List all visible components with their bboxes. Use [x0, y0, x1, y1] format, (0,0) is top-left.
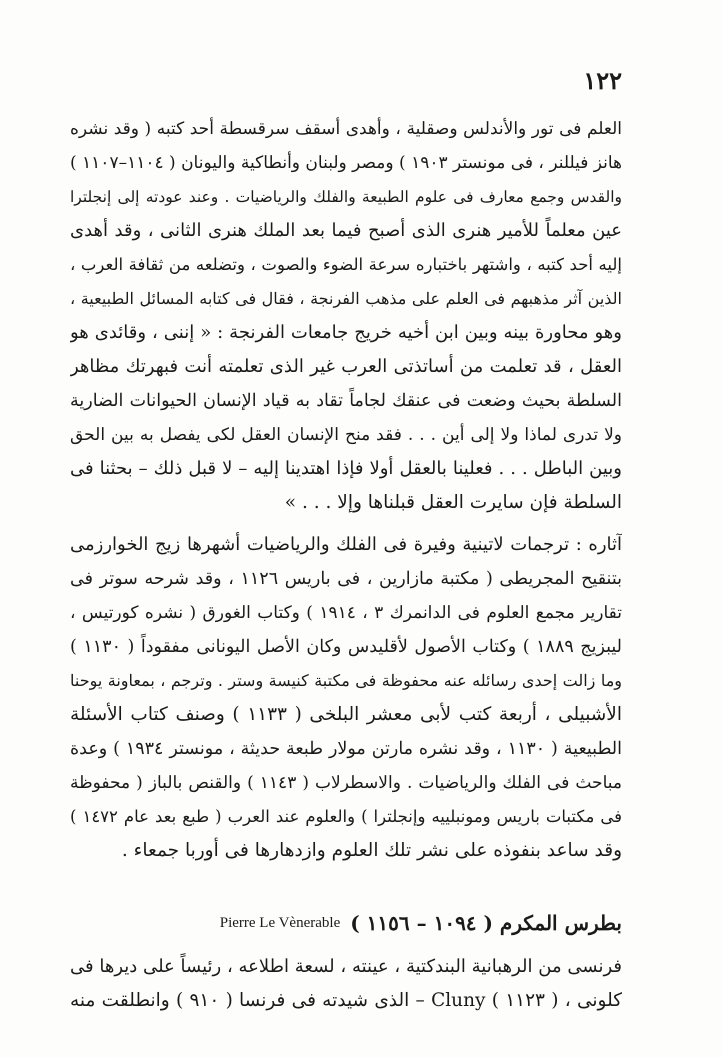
heading-arabic: بطرس المكرم ( ١٠٩٤ – ١١٥٦ ): [350, 911, 622, 935]
text-line: الذين آثر مذهبهم فى العلم على مذهب الفرنجة ، فقال فى كتابه المسائل الطبيعية ،: [70, 289, 622, 308]
text-line: السلطة بحيث وضعت فى عنقك لجاماً تقاد به قياد الإنسان الحيوانات الضارية: [70, 391, 622, 411]
body-paragraph-works: [70, 528, 622, 868]
text-line: مباحث فى الفلك والرياضيات . والاسطرلاب ( ١١٤٣ ) والقنص بالباز ( محفوظة: [70, 773, 622, 793]
text-line: وقد ساعد بنفوذه على نشر تلك العلوم وازدهارها فى أوربا جمعاء .: [121, 840, 622, 861]
text-line: ولا تدرى لماذا ولا إلى أين . . . فقد منح الإنسان العقل لكى يفصل به بين الحق: [70, 425, 622, 445]
body-paragraph-3: [70, 950, 622, 1018]
text-line: الأشبيلى ، أربعة كتب لأبى معشر البلخى ( ١١٣٣ ) وصنف كتاب الأسئلة: [70, 704, 622, 725]
section-heading: [150, 905, 622, 941]
text-line: العقل ، قد تعلمت من أساتذتى العرب غير الذى تعلمته أنت فبهرتك مظاهر: [70, 356, 622, 377]
text-line: وبين الباطل . . . فعلينا بالعقل أولا فإذا اهتدينا إليه – لا قبل ذلك – بحثنا فى: [70, 458, 622, 479]
text-line: عين معلماً للأمير هنرى الذى أصبح فيما بعد الملك هنرى الثانى ، وقد أهدى: [70, 220, 622, 241]
text-line: ليبزيج ١٨٨٩ ) وكتاب الأصول لأقليدس وكان الأصل اليونانى مفقوداً ( ١١٣٠ ): [70, 637, 622, 657]
text-line: العلم فى تور والأندلس وصقلية ، وأهدى أسقف سرقسطة أحد كتبه ( وقد نشره: [70, 119, 622, 139]
text-line: السلطة فإن سايرت العقل قبلناها وإلا . . . »: [284, 492, 622, 513]
text-line: كلونى ، ( ١١٢٣ ) Cluny – الذى شيدته فى فرنسا ( ٩١٠ ) وانطلقت منه: [70, 990, 622, 1011]
page-number: ١٢٢: [583, 66, 622, 95]
text-line: هانز فيللنر ، فى مونستر ١٩٠٣ ) ومصر ولبنان وأنطاكية واليونان ( ١١٠٤–١١٠٧ ): [70, 153, 622, 173]
text-line: تقارير مجمع العلوم فى الدانمرك ٣ ، ١٩١٤ ) وكتاب الغورق ( نشره كورتيس ،: [70, 603, 622, 623]
text-line: وما زالت إحدى رسائله عنه محفوظة فى مكتبة كنيسة وستر . وترجم ، بمعاونة يوحنا: [70, 671, 622, 690]
text-line: بتنقيح المجريطى ( مكتبة مازارين ، فى باريس ١١٢٦ ، وقد شرحه سوتر فى: [70, 569, 622, 589]
text-line: والقدس وجمع معارف فى علوم الطبيعة والفلك والرياضيات . وعند عودته إلى إنجلترا: [70, 188, 622, 206]
heading-latin: Pierre Le Vènerable: [219, 915, 341, 931]
text-line: وهو محاورة بينه وبين ابن أخيه خريج جامعات الفرنجة : « إننى ، وقائدى هو: [70, 322, 622, 343]
text-line: فى مكتبات باريس ومونبلييه وإنجلترا ) والعلوم عند العرب ( طبع بعد عام ١٤٧٢ ): [70, 807, 622, 826]
text-line: إليه أحد كتبه ، واشتهر باختباره سرعة الضوء والصوت ، وتضلعه من ثقافة العرب ،: [70, 255, 622, 274]
text-line: فرنسى من الرهبانية البندكتية ، عينته ، لسعة اطلاعه ، رئيساً على ديرها فى: [70, 956, 622, 977]
text-line: الطبيعية ( ١١٣٠ ، وقد نشره مارتن مولار طبعة حديثة ، مونستر ١٩٣٤ ) وعدة: [70, 739, 622, 759]
text-line: آثاره : ترجمات لاتينية وفيرة فى الفلك والرياضيات أشهرها زيج الخوارزمى: [70, 534, 622, 555]
body-paragraph-1: [70, 112, 622, 520]
